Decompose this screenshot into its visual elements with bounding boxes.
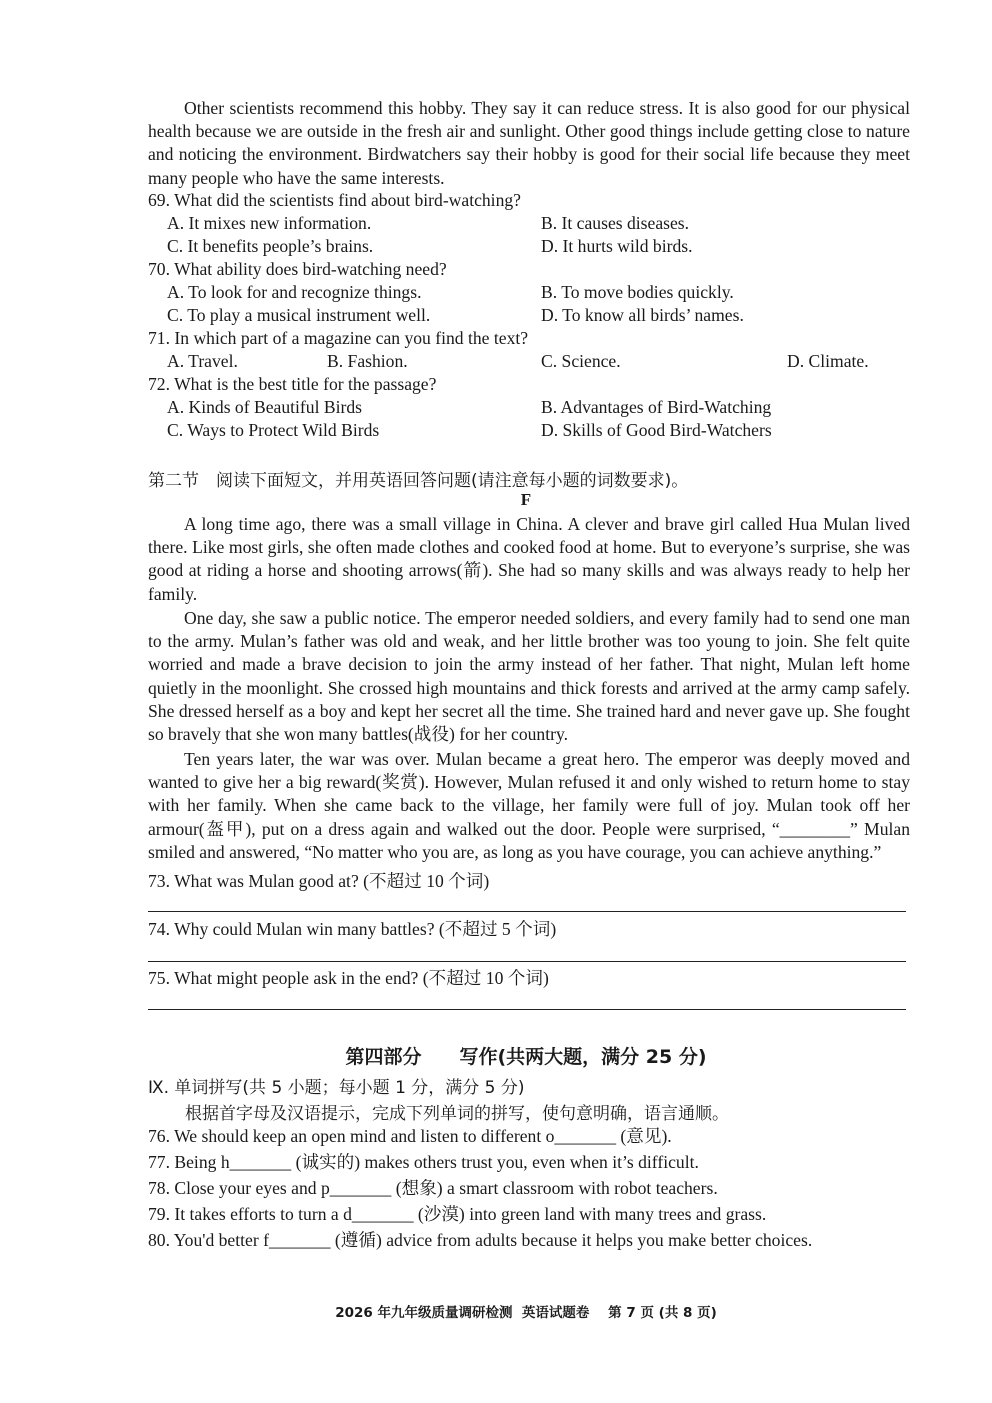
question-69-option-a: A. It mixes new information. (167, 213, 372, 233)
answer-line-73[interactable] (148, 911, 906, 912)
question-77: 77. Being h_______ (诚实的) makes others trust you, even when it’s difficult. (148, 1152, 699, 1172)
question-69-option-c: C. It benefits people’s brains. (167, 236, 374, 256)
question-73: 73. What was Mulan good at? (不超过 10 个词) (148, 871, 490, 891)
question-70-option-b: B. To move bodies quickly. (541, 282, 734, 302)
page-footer: 2026 年九年级质量调研检测 英语试题卷 第 7 页 (共 8 页) (335, 1305, 717, 1321)
question-72-option-b: B. Advantages of Bird-Watching (541, 397, 772, 417)
passage-f-paragraph-2: One day, she saw a public notice. The emperor needed soldiers, and every family had to send one man to the army. Mulan’s father was old and weak, and her little brother was too young to join. She felt quite worried and made a brave decision to join the army instead of her father. That night, Mulan left home quietly in the moonlight. She crossed high mountains and thick forests and arrived at the army camp safely. She dressed herself as a boy and kept her secret all the time. She trained hard and never gave up. She fought so bravely that she won many battles(战役) for her country. (148, 608, 910, 745)
question-70-stem: 70. What ability does bird-watching need? (148, 259, 447, 279)
question-74: 74. Why could Mulan win many battles? (不超过 5 个词) (148, 919, 557, 939)
question-70-option-c: C. To play a musical instrument well. (167, 305, 431, 325)
passage-f-paragraph-1: A long time ago, there was a small village in China. A clever and brave girl called Hua Mulan lived there. Like most girls, she often made clothes and cooked food at home. But to everyone’s surprise, she was good at riding a horse and shooting arrows(箭). She had so many skills and was always ready to help her family. (148, 514, 910, 604)
question-70-option-d: D. To know all birds’ names. (541, 305, 744, 325)
question-70-option-a: A. To look for and recognize things. (167, 282, 422, 302)
question-69-option-b: B. It causes diseases. (541, 213, 690, 233)
question-72-stem: 72. What is the best title for the passage? (148, 374, 437, 394)
question-72-option-c: C. Ways to Protect Wild Birds (167, 420, 380, 440)
question-72-option-d: D. Skills of Good Bird-Watchers (541, 420, 772, 440)
question-69-stem: 69. What did the scientists find about bird-watching? (148, 190, 521, 210)
answer-line-74[interactable] (148, 961, 906, 962)
question-71-option-c: C. Science. (541, 351, 621, 371)
question-75: 75. What might people ask in the end? (不超过 10 个词) (148, 968, 549, 988)
question-69-option-d: D. It hurts wild birds. (541, 236, 693, 256)
part-4-title: 第四部分 写作(共两大题，满分 25 分) (345, 1046, 707, 1068)
question-71-option-a: A. Travel. (167, 351, 238, 371)
question-78: 78. Close your eyes and p_______ (想象) a smart classroom with robot teachers. (148, 1178, 718, 1198)
question-80: 80. You'd better f_______ (遵循) advice from adults because it helps you make better choices. (148, 1230, 813, 1250)
passage-f-paragraph-3: Ten years later, the war was over. Mulan became a great hero. The emperor was deeply moved and wanted to give her a big reward(奖赏). However, Mulan refused it and only wished to return home to stay with her family. When she came back to the village, her family were full of joy. Mulan took off her armour(盔甲), put on a dress again and walked out the door. People were surprised, “________” Mulan smiled and answered, “No matter who you are, as long as you have courage, you can achieve anything.” (148, 749, 910, 862)
passage-e-paragraph: Other scientists recommend this hobby. They say it can reduce stress. It is also good for our physical health because we are outside in the fresh air and sunlight. Other good things include getting close to nature and noticing the environment. Birdwatchers say their hobby is good for their social life because they meet many people who have the same interests. (148, 98, 910, 188)
section-2-instruction: 第二节 阅读下面短文，并用英语回答问题(请注意每小题的词数要求)。 (148, 471, 689, 491)
question-76: 76. We should keep an open mind and listen to different o_______ (意见). (148, 1126, 672, 1146)
question-71-option-d: D. Climate. (787, 351, 869, 371)
section-9-title: Ⅸ. 单词拼写(共 5 小题；每小题 1 分，满分 5 分) (148, 1078, 525, 1098)
question-71-stem: 71. In which part of a magazine can you find the text? (148, 328, 529, 348)
question-71-option-b: B. Fashion. (327, 351, 408, 371)
answer-line-75[interactable] (148, 1009, 906, 1010)
question-72-option-a: A. Kinds of Beautiful Birds (167, 397, 362, 417)
passage-f-title: F (520, 490, 532, 509)
question-79: 79. It takes efforts to turn a d_______ (沙漠) into green land with many trees and grass. (148, 1204, 767, 1224)
section-9-instruction: 根据首字母及汉语提示，完成下列单词的拼写，使句意明确，语言通顺。 (185, 1104, 729, 1124)
